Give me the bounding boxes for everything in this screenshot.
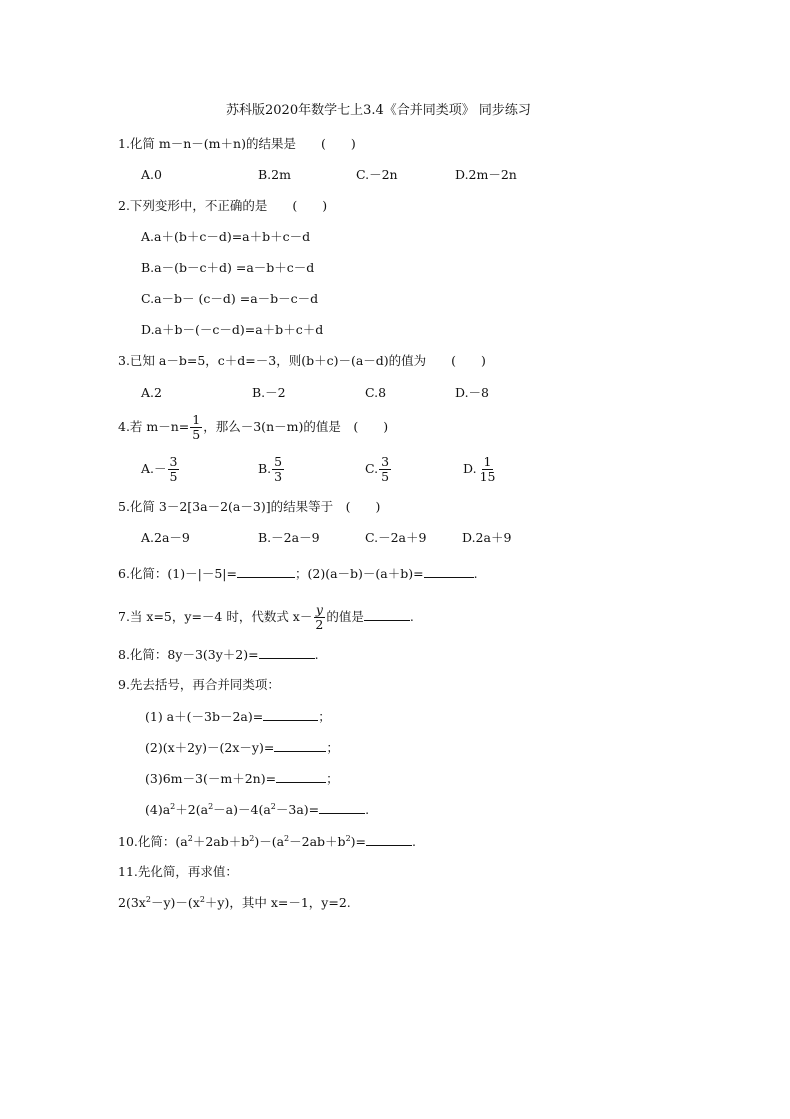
q2-option-d: D.a＋b－(－c－d)=a＋b＋c＋d bbox=[141, 322, 324, 337]
q9-item-4-c: －a)－4(a bbox=[213, 802, 271, 817]
q9-item-4-b: ＋2(a bbox=[175, 802, 209, 817]
q4-option-a bbox=[141, 455, 180, 484]
q10-end: . bbox=[412, 834, 416, 849]
q9-item-4-d: －3a)= bbox=[275, 802, 320, 817]
q10-exp-1: 2 bbox=[187, 834, 193, 843]
question-10 bbox=[118, 833, 416, 850]
q9-item-3-text: (3)6m－3(－m＋2n)= bbox=[145, 771, 277, 786]
question-1-stem: 1.化简 m－n－(m＋n)的结果是 ( ) bbox=[118, 136, 356, 151]
q11-c: ＋y)，其中 x=－1，y=2. bbox=[204, 895, 351, 910]
q9-item-2-blank[interactable] bbox=[274, 739, 326, 752]
q4-option-a-numerator: 3 bbox=[169, 454, 178, 469]
q9-item-3 bbox=[145, 770, 339, 787]
question-7 bbox=[118, 603, 414, 632]
q4-option-b-fraction bbox=[272, 455, 284, 484]
q5-option-b: B.－2a－9 bbox=[258, 530, 320, 545]
q9-item-4-a: (4)a bbox=[145, 802, 171, 817]
q10-e: )= bbox=[350, 834, 367, 849]
question-9-stem: 9.先去括号，再合并同类项： bbox=[118, 677, 280, 692]
q10-d: －2ab＋b bbox=[289, 834, 346, 849]
q11-exp-1: 2 bbox=[145, 895, 151, 904]
page-title: 苏科版2020年数学七上3.4《合并同类项》 同步练习 bbox=[226, 103, 531, 118]
q2-option-a: A.a＋(b＋c－d)=a＋b＋c－d bbox=[141, 229, 311, 244]
q10-exp-4: 2 bbox=[345, 834, 351, 843]
q6-part-2: ；(2)(a－b)－(a＋b)= bbox=[294, 566, 424, 581]
q2-option-c: C.a－b－ (c－d) =a－b－c－d bbox=[141, 291, 319, 306]
question-2-stem: 2.下列变形中，不正确的是 ( ) bbox=[118, 198, 328, 213]
q4-option-b-denominator: 3 bbox=[274, 469, 283, 484]
q4-option-a-prefix: A.－ bbox=[141, 461, 167, 476]
q10-a: 10.化简：(a bbox=[118, 834, 188, 849]
q4-option-b-prefix: B. bbox=[258, 461, 272, 476]
q10-answer-blank[interactable] bbox=[366, 833, 412, 846]
question-5-stem: 5.化简 3－2[3a－2(a－3)]的结果等于 ( ) bbox=[118, 499, 381, 514]
q11-exp-2: 2 bbox=[199, 895, 205, 904]
q6-part-3: . bbox=[473, 566, 478, 581]
q4-option-c-numerator: 3 bbox=[381, 454, 390, 469]
q4-option-b bbox=[258, 455, 285, 484]
q9-item-4-exp-3: 2 bbox=[270, 802, 276, 811]
q7-part-2: 的值是 bbox=[326, 609, 364, 624]
q9-item-1-end: ； bbox=[318, 709, 331, 724]
q7-fraction-numerator: y bbox=[315, 602, 323, 617]
q4-option-a-fraction bbox=[168, 455, 180, 484]
question-6 bbox=[118, 565, 478, 582]
q1-option-c: C.－2n bbox=[356, 167, 398, 182]
q4-option-d bbox=[463, 455, 498, 484]
q10-b: ＋2ab＋b bbox=[192, 834, 250, 849]
question-11-stem: 11.先化简，再求值： bbox=[118, 864, 238, 879]
q3-option-c: C.8 bbox=[365, 385, 387, 400]
q3-option-b: B.－2 bbox=[252, 385, 286, 400]
q6-answer-blank-2[interactable] bbox=[424, 565, 474, 578]
q8-answer-blank[interactable] bbox=[259, 646, 315, 659]
q8-part-1: 8.化简：8y－3(3y＋2)= bbox=[118, 647, 259, 662]
question-4-stem bbox=[118, 413, 388, 442]
question-3-stem: 3.已知 a－b=5，c＋d=－3，则(b＋c)－(a－d)的值为 ( ) bbox=[118, 353, 486, 368]
q9-item-4-exp-2: 2 bbox=[208, 802, 214, 811]
q9-item-4-exp-1: 2 bbox=[170, 802, 176, 811]
q9-item-4 bbox=[145, 801, 369, 818]
q4-option-d-prefix: D. bbox=[463, 461, 477, 476]
q4-fraction-denominator: 5 bbox=[192, 427, 201, 442]
q4-fraction bbox=[190, 413, 202, 442]
q4-option-a-denominator: 5 bbox=[169, 469, 178, 484]
q11-b: －y)－(x bbox=[150, 895, 200, 910]
q4-option-c-denominator: 5 bbox=[381, 469, 390, 484]
q9-item-1 bbox=[145, 708, 331, 725]
q9-item-4-blank[interactable] bbox=[319, 801, 365, 814]
q6-part-1: 6.化简：(1)－|－5|= bbox=[118, 566, 237, 581]
q9-item-2-text: (2)(x＋2y)－(2x－y)= bbox=[145, 740, 275, 755]
q6-answer-blank-1[interactable] bbox=[237, 565, 295, 578]
q5-option-a: A.2a－9 bbox=[141, 530, 190, 545]
q1-option-b: B.2m bbox=[258, 167, 291, 182]
q4-stem-part-a: 4.若 m－n= bbox=[118, 419, 190, 434]
q7-part-3: . bbox=[409, 609, 414, 624]
q7-fraction-denominator: 2 bbox=[315, 617, 324, 632]
q9-item-4-end: . bbox=[365, 802, 370, 817]
q5-option-d: D.2a＋9 bbox=[462, 530, 512, 545]
q7-part-1: 7.当 x=5，y=－4 时，代数式 x－ bbox=[118, 609, 313, 624]
q4-option-d-denominator: 15 bbox=[479, 469, 496, 484]
q5-option-c: C.－2a＋9 bbox=[365, 530, 427, 545]
q4-stem-part-b: ，那么－3(n－m)的值是 ( ) bbox=[203, 419, 389, 434]
question-11-expression bbox=[118, 895, 351, 911]
q1-option-a: A.0 bbox=[141, 167, 162, 182]
q10-exp-3: 2 bbox=[284, 834, 290, 843]
q4-option-c bbox=[365, 455, 392, 484]
q3-option-d: D.－8 bbox=[455, 385, 490, 400]
q11-a: 2(3x bbox=[118, 895, 146, 910]
q4-option-d-fraction bbox=[478, 455, 498, 484]
q4-option-c-prefix: C. bbox=[365, 461, 379, 476]
q2-option-b: B.a－(b－c＋d) =a－b＋c－d bbox=[141, 260, 315, 275]
q9-item-2 bbox=[145, 739, 339, 756]
q4-option-d-numerator: 1 bbox=[483, 454, 492, 469]
q8-part-2: . bbox=[314, 647, 319, 662]
q4-option-c-fraction bbox=[379, 455, 391, 484]
q9-item-3-end: ； bbox=[326, 771, 339, 786]
q3-option-a: A.2 bbox=[141, 385, 162, 400]
q9-item-2-end: ； bbox=[326, 740, 339, 755]
q9-item-1-blank[interactable] bbox=[263, 708, 318, 721]
q4-option-b-numerator: 5 bbox=[274, 454, 283, 469]
q10-c: )－(a bbox=[254, 834, 285, 849]
q10-exp-2: 2 bbox=[249, 834, 255, 843]
q7-answer-blank[interactable] bbox=[364, 608, 410, 621]
q9-item-3-blank[interactable] bbox=[276, 770, 326, 783]
question-8 bbox=[118, 646, 319, 663]
q9-item-1-text: (1) a＋(－3b－2a)= bbox=[145, 709, 264, 724]
q1-option-d: D.2m－2n bbox=[455, 167, 517, 182]
q7-fraction bbox=[313, 603, 325, 632]
q4-fraction-numerator: 1 bbox=[192, 412, 201, 427]
